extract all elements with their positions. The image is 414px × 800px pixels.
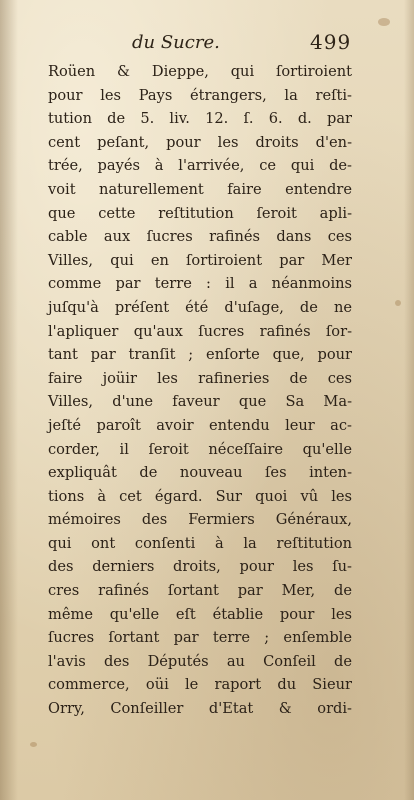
text-line: faire joüir les rafineries de ces xyxy=(48,369,352,387)
text-line: juſqu'à préſent été d'uſage, de ne xyxy=(48,298,352,316)
text-line: corder, il ſeroit néceſſaire qu'elle xyxy=(48,440,352,458)
page-number: 499 xyxy=(310,30,352,54)
text-line: ſucres ſortant par terre ; enſemble xyxy=(48,629,352,647)
foxing-spot xyxy=(30,742,37,747)
text-line: expliquât de nouveau ſes inten- xyxy=(48,464,352,482)
text-line: voit naturellement faire entendre xyxy=(48,180,352,198)
page-header xyxy=(0,30,414,60)
text-line: des derniers droits, pour les ſu- xyxy=(48,558,352,576)
text-line: Villes, d'une faveur que Sa Ma- xyxy=(48,393,352,411)
text-line: même qu'elle eſt établie pour les xyxy=(48,605,352,623)
text-line: trée, payés à l'arrivée, ce qui de- xyxy=(48,157,352,175)
text-line: l'avis des Députés au Conſeil de xyxy=(48,652,352,670)
text-line: tution de 5. liv. 12. ſ. 6. d. par xyxy=(48,110,352,128)
running-title: du Sucre. xyxy=(132,32,220,53)
text-line: tant par tranſit ; enſorte que, pour xyxy=(48,346,352,364)
text-line: que cette reſtitution ſeroit apli- xyxy=(48,204,352,222)
text-line: tions à cet égard. Sur quoi vû les xyxy=(48,487,352,505)
text-line: l'apliquer qu'aux ſucres rafinés ſor- xyxy=(48,322,352,340)
text-line: Villes, qui en ſortiroient par Mer xyxy=(48,251,352,269)
text-line: cres rafinés ſortant par Mer, de xyxy=(48,582,352,600)
text-line: Orry, Conſeiller d'Etat & ordi- xyxy=(48,700,352,718)
body-text xyxy=(48,60,352,721)
text-line: commerce, oüi le raport du Sieur xyxy=(48,676,352,694)
text-line: cent peſant, pour les droits d'en- xyxy=(48,133,352,151)
text-line: Roüen & Dieppe, qui ſortiroient xyxy=(48,63,352,80)
text-line: mémoires des Fermiers Généraux, xyxy=(48,511,352,529)
foxing-spot xyxy=(378,18,390,26)
text-line: cable aux ſucres rafinés dans ces xyxy=(48,228,352,246)
text-line: jeſté paroît avoir entendu leur ac- xyxy=(48,416,352,434)
text-line: pour les Pays étrangers, la reſti- xyxy=(48,86,352,104)
text-line: comme par terre : il a néanmoins xyxy=(48,275,352,293)
foxing-spot xyxy=(395,300,401,306)
text-line: qui ont conſenti à la reſtitution xyxy=(48,534,352,552)
